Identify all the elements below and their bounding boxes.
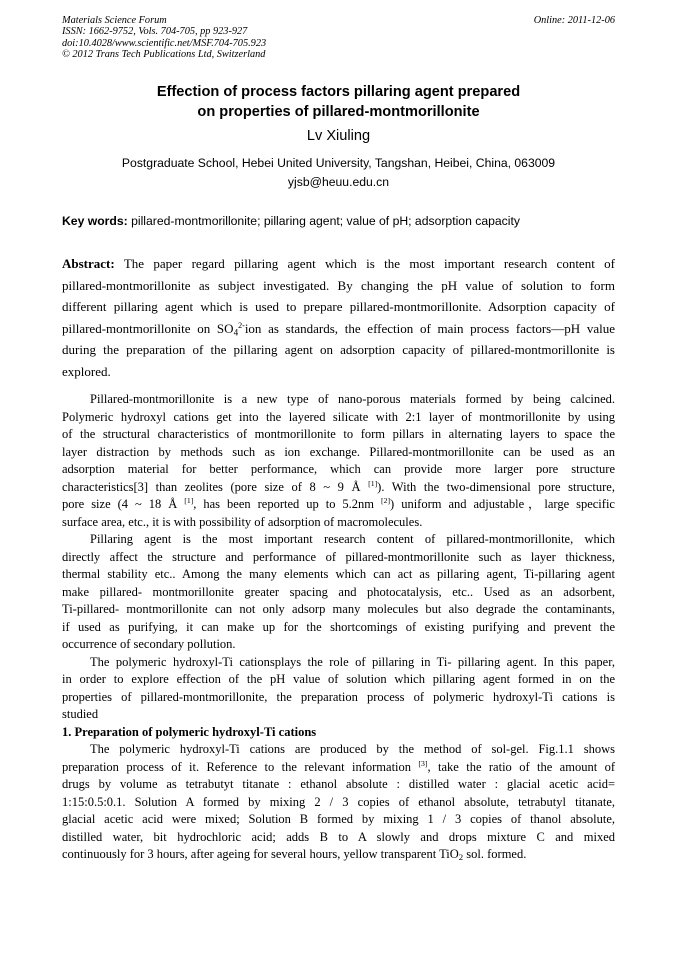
copyright-line: © 2012 Trans Tech Publications Ltd, Switzerland — [62, 49, 266, 61]
paragraph-3-line: properties of pillared-montmorillonite, the preparation process of polymeric hydroxyl-Ti cations is — [62, 689, 615, 704]
journal-name: Materials Science Forum — [62, 15, 167, 26]
abstract — [62, 253, 615, 383]
paragraph-2-line: make pillared- montmorillonite greater spacing and photocatalysis, etc.. Used as an adsorbent, — [62, 584, 615, 599]
paragraph-2-line: Pillaring agent is the most important research content of pillared-montmorillonite, which — [90, 532, 615, 546]
abstract-line: explored. — [62, 363, 111, 379]
abstract-line: pillared-montmorillonite as subject investigated. By changing the pH value of solution to form — [62, 277, 615, 293]
affiliation: Postgraduate School, Hebei United University, Tangshan, Heibei, China, 063009 — [121, 156, 556, 170]
journal-header — [62, 15, 615, 61]
section-1-line: distilled water, bit hydrochloric acid; adds B to A slowly and drops mixture C and mixed — [62, 829, 615, 844]
paragraph-2-line: thermal stability etc.. Among the many elements which can act as pillaring agent, Ti-pillaring agent — [62, 567, 615, 581]
citation: [3] — [418, 758, 428, 768]
paragraph-2-line: Ti-pillared- montmorillonite can not only adsorp many molecules but also degrade the contaminants, — [62, 602, 615, 616]
paragraph-1-line: Polymeric hydroxyl cations get into the layered silicate with 2:1 layer of montmorillonite by using — [62, 409, 615, 424]
subscript: 2 — [458, 852, 464, 863]
paragraph-3-line: The polymeric hydroxyl-Ti cationsplays the role of pillaring in Ti- pillaring agent. In this paper, — [90, 654, 615, 669]
paragraph-1-line: pore size (4 ~ 18 Å [1], has been reported up to 5.2nm [2]) uniform and adjustable，large specific — [62, 495, 615, 511]
abstract-line: Abstract: The paper regard pillaring agent which is the most important research content of — [62, 256, 615, 271]
paper-title — [62, 82, 615, 122]
paragraph-3-line: in order to explore effection of the pH value of solution which pillaring agent formed in on the — [62, 672, 615, 686]
abstract-line: during the preparation of the pillaring agent on adsorption capacity of pillared-montmorillonite is — [62, 342, 615, 358]
paragraph-1-line: of the structural characteristics of montmorillonite to form pillars in alternating layers to space the — [62, 427, 615, 441]
paragraph-1-line: surface area, etc., it is with possibility of adsorption of macromolecules. — [62, 514, 423, 529]
paragraph-1-line: layer distraction by methods such as ion exchange. Pillared-montmorillonite can be used as an — [62, 444, 615, 459]
author-name: Lv Xiuling — [306, 128, 371, 144]
email: yjsb@heuu.edu.cn — [287, 175, 390, 189]
section-1-line: 1:15:0.5:0.1. Solution A formed by mixing 2 / 3 copies of ethanol absolute, tetrabutyl titanate, — [62, 794, 615, 809]
keywords-text: pillared-montmorillonite; pillaring agent; value of pH; adsorption capacity — [127, 214, 520, 228]
section-1-line: glacial acetic acid were mixed; Solution B formed by mixing 1 / 3 copies of thanol absolute, — [62, 812, 615, 826]
abstract-line: pillared-montmorillonite on $SO_4^{2-}ion$ as standards, the effection of main process factors—pH value — [62, 320, 615, 338]
affiliation-block — [62, 154, 615, 192]
section-1-heading: 1. Preparation of polymeric hydroxyl-Ti cations — [62, 724, 317, 739]
subscript: 4 — [233, 327, 239, 338]
keywords — [62, 213, 615, 230]
paragraph-1-line: Pillared-montmorillonite is a new type of nano-porous materials formed by being calcined. — [90, 392, 615, 406]
citation: [2] — [381, 495, 391, 505]
section-1-line: drugs by volume as tetrabutyt titanate : ethanol absolute : distilled water : glacial acetic acid= — [62, 777, 615, 791]
citation: [1] — [368, 478, 378, 488]
section-1-line: continuously for 3 hours, after ageing for several hours, yellow transparent TiO$_2$ sol. formed. — [62, 847, 527, 863]
doi-line: doi:10.4028/www.scientific.net/MSF.704-705.923 — [62, 37, 267, 49]
title-line-2: on properties of pillared-montmorillonite — [197, 104, 480, 120]
paragraph-2-line: directly affect the structure and performance of pillared-montmorillonite such as layer thickness, — [62, 549, 615, 564]
abstract-label: Abstract: — [62, 256, 115, 271]
section-1-line: preparation process of it. Reference to the relevant information [3], take the ratio of the amount of — [62, 758, 615, 774]
section-1-line: The polymeric hydroxyl-Ti cations are produced by the method of sol-gel. Fig.1.1 shows — [90, 742, 615, 756]
paragraph-3-line: studied — [62, 707, 99, 721]
issn-line: ISSN: 1662-9752, Vols. 704-705, pp 923-927 — [62, 26, 248, 38]
paragraph-2-line: occurrence of secondary pollution. — [62, 637, 236, 651]
citation: [1] — [184, 495, 194, 505]
body-text — [62, 391, 615, 864]
online-date: Online: 2011-12-06 — [533, 15, 615, 26]
paragraph-1-line: characteristics[3] than zeolites (pore size of 8 ~ 9 Å [1]). With the two-dimensional pore structure, — [62, 478, 615, 494]
paragraph-1-line: adsorption material for better performance, which can provide more larger pore structure — [62, 462, 615, 476]
keywords-label: Key words: — [62, 214, 128, 228]
title-line-1: Effection of process factors pillaring agent prepared — [156, 84, 521, 100]
paragraph-2-line: if used as purifying, it can make up for the shortcomings of existing purifying and prevent the — [62, 619, 615, 634]
abstract-line: different pillaring agent which is used to prepare pillared-montmorillonite. Adsorption capacity of — [62, 299, 615, 315]
superscript: 2- — [238, 320, 245, 330]
